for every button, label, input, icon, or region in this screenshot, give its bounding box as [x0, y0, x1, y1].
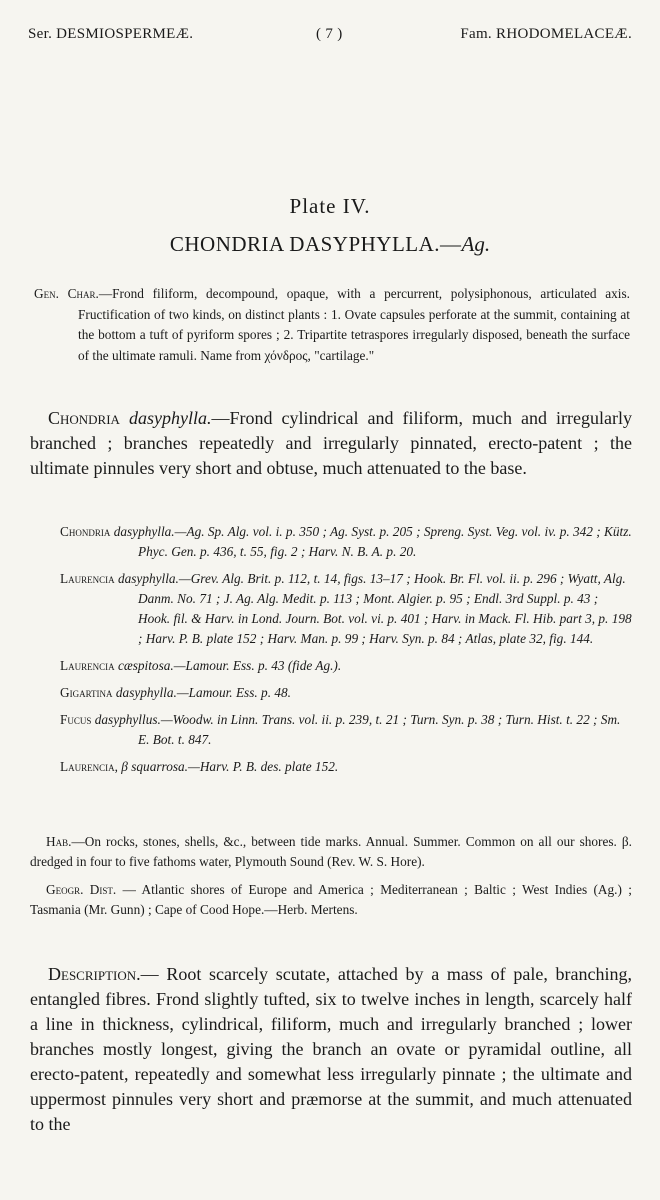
generic-character: [34, 284, 630, 366]
synonym-citation: dasyphylla.—Lamour. Ess. p. 48.: [115, 685, 291, 700]
species-title-author: Ag.: [461, 232, 491, 256]
gen-char-label: Gen. Char.: [34, 286, 99, 301]
synonym-citation: cæspitosa.—Lamour. Ess. p. 43 (fide Ag.).: [117, 658, 342, 673]
habitat-text: —On rocks, stones, shells, &c., between tide marks. Annual. Summer. Common on all our shores. β. dredged in four to five fathoms water, Plymouth Sound (Rev. W. S. Hore).: [30, 834, 632, 869]
distribution-text: — Atlantic shores of Europe and America ; Mediterranean ; Baltic ; West Indies (Ag.) ; Tasmania (Mr. Gunn) ; Cape of Cood Hope.—Herb. Mertens.: [30, 882, 632, 917]
synonym-genus: Chondria: [60, 524, 111, 539]
diagnosis-species: dasyphylla.: [128, 408, 212, 428]
habitat-label: Hab.: [46, 834, 72, 849]
description-text: — Root scarcely scutate, attached by a mass of pale, branching, entangled fibres. Frond slightly tufted, six to twelve inches in length, scarcely half a line in thickness, cylindrical, filiform, much and irregularly branched ; lower branches mostly longest, giving the branch an ovate or pyramidal outline, all erecto-patent, repeatedly and somewhat less irregularly pinnate ; the ultimate and uppermost pinnules very short and præmorse at the summit, and much attenuated to the: [30, 964, 632, 1134]
diagnosis-text: —Frond cylindrical and filiform, much and irregularly branched ; branches repeatedly and irregularly pinnated, erecto-patent ; the ultimate pinnules very short and obtuse, much attenuated to the base.: [30, 408, 633, 478]
synonym-entry: [60, 569, 632, 649]
synonym-citation: dasyphylla.—Ag. Sp. Alg. vol. i. p. 350 ; Ag. Syst. p. 205 ; Spreng. Syst. Veg. vol. iv. p. 342 ; Kütz. Phyc. Gen. p. 436, t. 55, fig. 2 ; Harv. N. B. A. p. 20.: [113, 524, 632, 559]
synonym-citation: β squarrosa.—Harv. P. B. des. plate 152.: [121, 759, 339, 774]
description-paragraph: [30, 962, 632, 1137]
synonymy-list: [60, 522, 632, 784]
synonym-citation: dasyphyllus.—Woodw. in Linn. Trans. vol. ii. p. 239, t. 21 ; Turn. Syn. p. 38 ; Turn. Hist. t. 22 ; Sm. E. Bot. t. 847.: [94, 712, 621, 747]
species-title: [0, 232, 660, 257]
distribution-paragraph: [30, 880, 632, 920]
header-family: Fam. RHODOMELACEÆ.: [460, 26, 632, 42]
distribution-label: Geogr. Dist.: [46, 882, 117, 897]
synonym-genus: Laurencia,: [60, 759, 118, 774]
synonym-genus: Fucus: [60, 712, 92, 727]
synonym-genus: Gigartina: [60, 685, 113, 700]
species-title-name: CHONDRIA DASYPHYLLA.—: [169, 232, 462, 256]
habitat-distribution: [30, 832, 632, 928]
description-label: Description.: [48, 964, 141, 984]
synonym-citation: dasyphylla.—Grev. Alg. Brit. p. 112, t. 14, figs. 13–17 ; Hook. Br. Fl. vol. ii. p. 296 ; Wyatt, Alg. Danm. No. 71 ; J. Ag. Alg. Medit. p. 113 ; Mont. Algier. p. 95 ; Endl. 3rd Suppl. p. 43 ; Hook. fil. & Harv. in Lond. Journ. Bot. vol. vi. p. 401 ; Harv. in Mack. Fl. Hib. part 3, p. 198 ; Harv. P. B. plate 152 ; Harv. Man. p. 99 ; Harv. Syn. p. 84 ; Atlas, plate 32, fig. 144.: [117, 571, 632, 646]
synonym-genus: Laurencia: [60, 658, 115, 673]
habitat-paragraph: [30, 832, 632, 872]
synonym-entry: [60, 710, 632, 750]
synonym-entry: [60, 757, 632, 777]
running-header: [28, 26, 632, 50]
plate-heading: Plate IV.: [289, 194, 371, 218]
diagnosis-genus: Chondria: [48, 408, 120, 428]
synonym-entry: [60, 522, 632, 562]
gen-char-text: —Frond filiform, decompound, opaque, with a percurrent, polysiphonous, articulated axis. Fructification of two kinds, on distinct plants : 1. Ovate capsules perforate at the summit, containing at the bottom a tuft of pyriform spores ; 2. Tripartite tetraspores irregularly disposed, beneath the surface of the ultimate ramuli. Name from χόνδρος, "cartilage.": [78, 286, 630, 363]
page-number: ( 7 ): [316, 26, 343, 42]
synonym-genus: Laurencia: [60, 571, 115, 586]
header-series: Ser. DESMIOSPERMEÆ.: [28, 26, 194, 42]
synonym-entry: [60, 656, 632, 676]
species-diagnosis: [30, 406, 632, 481]
synonym-entry: [60, 683, 632, 703]
